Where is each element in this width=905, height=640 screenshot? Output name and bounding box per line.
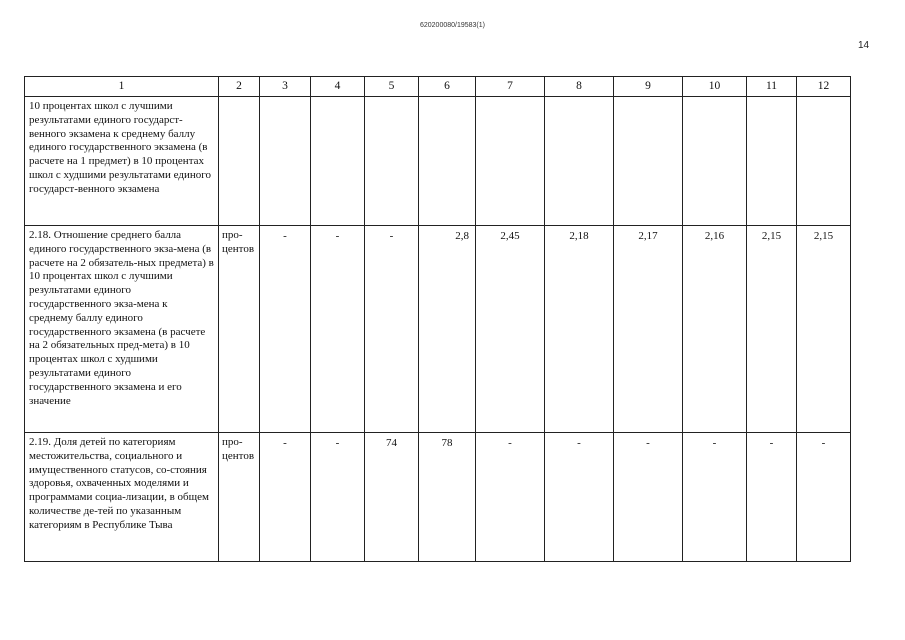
indicator-table [24,76,851,562]
value-cell: 2,18 [545,226,614,433]
column-header: 5 [365,77,419,97]
value-cell: 2,17 [614,226,683,433]
table-header-row [25,77,851,97]
value-cell: 2,45 [476,226,545,433]
value-cell: - [614,433,683,562]
unit-cell [219,97,260,226]
value-cell: 2,15 [797,226,851,433]
value-cell [260,97,311,226]
value-cell [797,97,851,226]
value-cell [683,97,747,226]
value-cell: - [260,433,311,562]
value-cell [614,97,683,226]
column-header: 11 [747,77,797,97]
column-header: 1 [25,77,219,97]
column-header: 9 [614,77,683,97]
value-cell: 74 [365,433,419,562]
document-id: 620200080/19583(1) [419,22,485,29]
value-cell [311,97,365,226]
column-header: 4 [311,77,365,97]
column-header: 2 [219,77,260,97]
value-cell [545,97,614,226]
indicator-description: 2.19. Доля детей по категориям местожительства, социального и имущественного статусов, со-стояния здоровья, охваченных моделями и программами социа-лизации, в общем количестве де-тей по указанным категориям в Республике Тыва [25,433,219,562]
column-header: 12 [797,77,851,97]
value-cell: - [683,433,747,562]
column-header: 7 [476,77,545,97]
column-header: 8 [545,77,614,97]
value-cell [365,97,419,226]
value-cell: 2,15 [747,226,797,433]
value-cell: - [311,433,365,562]
value-cell: 2,16 [683,226,747,433]
unit-cell: про-центов [219,433,260,562]
value-cell: - [311,226,365,433]
table-row [25,97,851,226]
column-header: 10 [683,77,747,97]
value-cell: 2,8 [419,226,476,433]
value-cell: - [365,226,419,433]
value-cell: - [260,226,311,433]
value-cell: 78 [419,433,476,562]
table-row [25,226,851,433]
table-row [25,433,851,562]
indicator-description: 2.18. Отношение среднего балла единого государственного экза-мена (в расчете на 2 обязатель-ных предмета) в 10 процентах школ с лучшими результатами единого государственного экза-мена к среднему баллу единого государственного экзамена (в расчете на 2 обязательных пред-мета) в 10 процентах школ с худшими результатами единого государственного экзамена и его значение [25,226,219,433]
indicator-description: 10 процентах школ с лучшими результатами единого государст-венного экзамена к среднему баллу единого государственного экзамена (в расчете на 1 предмет) в 10 процентах школ с худшими результатами единого государст-венного экзамена [25,97,219,226]
value-cell [747,97,797,226]
value-cell: - [476,433,545,562]
value-cell [419,97,476,226]
value-cell [476,97,545,226]
column-header: 6 [419,77,476,97]
value-cell: - [545,433,614,562]
page-number: 14 [858,40,870,51]
value-cell: - [797,433,851,562]
column-header: 3 [260,77,311,97]
unit-cell: про-центов [219,226,260,433]
value-cell: - [747,433,797,562]
